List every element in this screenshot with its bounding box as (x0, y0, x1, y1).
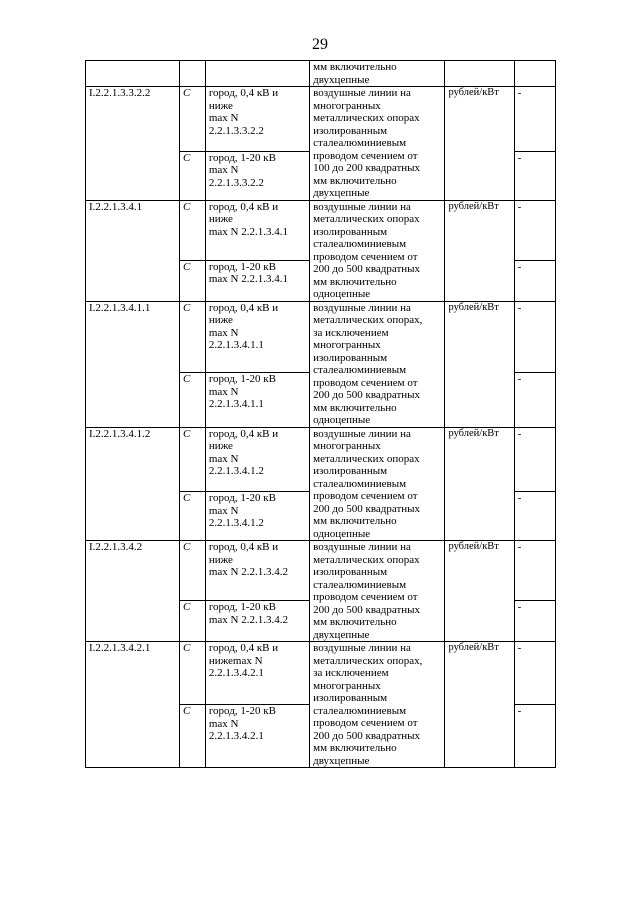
description-cell: воздушные линии на металлических опорах изолированным сталеалюминиевым проводом сечением от 200 до 500 квадратных мм включительно одноцепные (310, 200, 445, 301)
category-cell: С (180, 492, 206, 541)
voltage-cell: город, 1-20 кВ max N 2.2.1.3.4.2 (205, 601, 309, 642)
unit-cell: рублей/кВт (445, 200, 514, 301)
description-cell: воздушные линии на металлических опорах, за исключением многогранных изолированным сталеалюминиевым проводом сечением от 200 до 500 квадратных мм включительно двухцепные (310, 642, 445, 768)
table-row (86, 301, 556, 373)
description-cell: мм включительно двухцепные (310, 61, 445, 87)
tariff-table-body (86, 61, 556, 768)
category-cell: С (180, 373, 206, 427)
unit-cell: рублей/кВт (445, 541, 514, 642)
description-cell: воздушные линии на металлических опорах изолированным сталеалюминиевым проводом сечением от 200 до 500 квадратных мм включительно двухцепные (310, 541, 445, 642)
table-row (86, 87, 556, 152)
value-cell: - (514, 260, 555, 301)
voltage-cell: город, 1-20 кВ max N 2.2.1.3.4.1 (205, 260, 309, 301)
voltage-cell: город, 0,4 кВ и ниже max N 2.2.1.3.4.1.1 (205, 301, 309, 373)
voltage-cell: город, 0,4 кВ и ниже max N 2.2.1.3.4.2 (205, 541, 309, 601)
table-row (86, 427, 556, 492)
voltage-cell: город, 0,4 кВ и ниже max N 2.2.1.3.4.1.2 (205, 427, 309, 492)
table-row (86, 642, 556, 705)
category-cell: С (180, 200, 206, 260)
code-cell: I.2.2.1.3.4.1 (86, 200, 180, 301)
unit-cell: рублей/кВт (445, 642, 514, 768)
unit-cell: рублей/кВт (445, 427, 514, 541)
code-cell: I.2.2.1.3.3.2.2 (86, 87, 180, 201)
category-cell: С (180, 260, 206, 301)
unit-cell: рублей/кВт (445, 87, 514, 201)
value-cell: - (514, 151, 555, 200)
tariff-table (85, 60, 556, 768)
unit-cell: рублей/кВт (445, 301, 514, 427)
code-cell (86, 61, 180, 87)
voltage-cell: город, 1-20 кВ max N 2.2.1.3.3.2.2 (205, 151, 309, 200)
category-cell (180, 61, 206, 87)
description-cell: воздушные линии на металлических опорах, за исключением многогранных изолированным сталеалюминиевым проводом сечением от 200 до 500 квадратных мм включительно одноцепные (310, 301, 445, 427)
unit-cell (445, 61, 514, 87)
value-cell: - (514, 427, 555, 492)
voltage-cell (205, 61, 309, 87)
category-cell: С (180, 427, 206, 492)
voltage-cell: город, 0,4 кВ и ниже max N 2.2.1.3.4.1 (205, 200, 309, 260)
value-cell: - (514, 541, 555, 601)
category-cell: С (180, 601, 206, 642)
category-cell: С (180, 705, 206, 768)
category-cell: С (180, 87, 206, 152)
value-cell: - (514, 200, 555, 260)
code-cell: I.2.2.1.3.4.2 (86, 541, 180, 642)
voltage-cell: город, 0,4 кВ и нижеmax N 2.2.1.3.4.2.1 (205, 642, 309, 705)
continuation-row (86, 61, 556, 87)
category-cell: С (180, 541, 206, 601)
category-cell: С (180, 301, 206, 373)
code-cell: I.2.2.1.3.4.1.1 (86, 301, 180, 427)
description-cell: воздушные линии на многогранных металлических опорах изолированным сталеалюминиевым проводом сечением от 200 до 500 квадратных мм включительно одноцепные (310, 427, 445, 541)
table-row (86, 200, 556, 260)
category-cell: С (180, 642, 206, 705)
value-cell: - (514, 492, 555, 541)
code-cell: I.2.2.1.3.4.2.1 (86, 642, 180, 768)
voltage-cell: город, 1-20 кВ max N 2.2.1.3.4.1.1 (205, 373, 309, 427)
voltage-cell: город, 1-20 кВ max N 2.2.1.3.4.1.2 (205, 492, 309, 541)
value-cell: - (514, 373, 555, 427)
voltage-cell: город, 0,4 кВ и ниже max N 2.2.1.3.3.2.2 (205, 87, 309, 152)
page-number: 29 (312, 36, 328, 53)
value-cell (514, 61, 555, 87)
description-cell: воздушные линии на многогранных металлических опорах изолированным сталеалюминиевым проводом сечением от 100 до 200 квадратных мм включительно двухцепные (310, 87, 445, 201)
value-cell: - (514, 87, 555, 152)
value-cell: - (514, 601, 555, 642)
value-cell: - (514, 301, 555, 373)
code-cell: I.2.2.1.3.4.1.2 (86, 427, 180, 541)
category-cell: С (180, 151, 206, 200)
value-cell: - (514, 705, 555, 768)
voltage-cell: город, 1-20 кВ max N 2.2.1.3.4.2.1 (205, 705, 309, 768)
value-cell: - (514, 642, 555, 705)
table-row (86, 541, 556, 601)
